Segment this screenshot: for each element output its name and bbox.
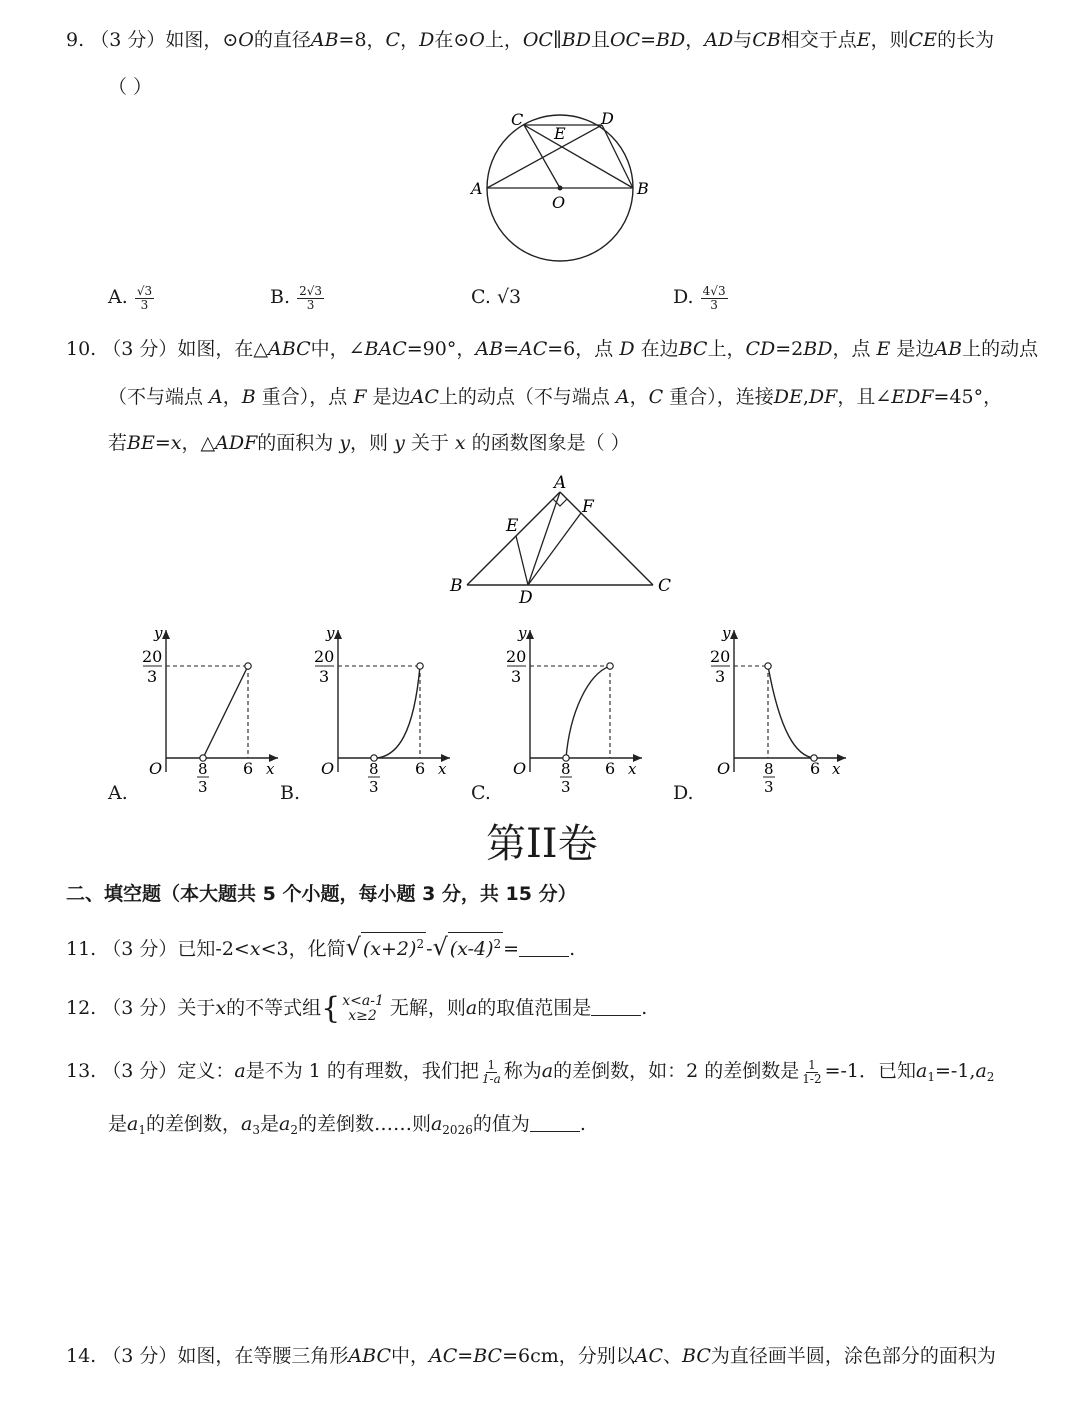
- label-b: B: [450, 576, 463, 596]
- side-ab: [467, 492, 560, 585]
- svg-text:20: 20: [710, 647, 731, 666]
- svg-text:O: O: [321, 759, 335, 778]
- score: （3 分）: [90, 29, 166, 51]
- line-ad: [487, 125, 602, 188]
- question-number: 9.: [66, 29, 85, 51]
- label-a: A: [471, 179, 483, 198]
- q10-line1: 10. （3 分）如图，在△ABC中，∠BAC=90°，AB=AC=6，点 D 在边BC上，CD=2BD，点 E 是边AB上的动点: [66, 338, 1039, 360]
- q9-circle-figure: [460, 105, 660, 265]
- q10-line2: （不与端点 A，B 重合），点 F 是边AC上的动点（不与端点 A，C 重合），连接DE,DF，且∠EDF=45°，: [108, 386, 1003, 408]
- score: （3 分）: [102, 938, 178, 960]
- label-e: E: [554, 124, 566, 143]
- section-heading: 二、填空题（本大题共 5 个小题，每小题 3 分，共 15 分）: [66, 883, 577, 905]
- q9-option-d[interactable]: D. $\frac{4√3}{3}$: [673, 283, 726, 312]
- svg-text:3: 3: [319, 667, 330, 686]
- svg-text:8: 8: [561, 760, 571, 778]
- q10-graph-d: [704, 622, 854, 802]
- svg-text:x: x: [266, 760, 275, 778]
- svg-text:6: 6: [415, 759, 426, 778]
- curve: [203, 666, 248, 758]
- q10-line3: 若BE=x，△ADF的面积为 y，则 y 关于 x 的函数图象是（ ）: [108, 432, 630, 454]
- svg-text:3: 3: [715, 667, 726, 686]
- q10-triangle-figure: [440, 470, 680, 610]
- seg-df: [528, 513, 581, 585]
- curve: [566, 666, 610, 758]
- q9-option-a[interactable]: A. $\frac{√3}{3}$: [108, 283, 153, 312]
- label-c: C: [511, 110, 524, 129]
- label-o: O: [552, 193, 566, 212]
- svg-text:3: 3: [369, 778, 379, 796]
- score: （3 分）: [102, 997, 178, 1019]
- question-number: 11.: [66, 938, 97, 960]
- score: （3 分）: [102, 1060, 178, 1082]
- line-cb: [524, 125, 633, 188]
- answer-blank[interactable]: [519, 938, 569, 957]
- question-number: 13.: [66, 1060, 97, 1082]
- q10-option-c[interactable]: C.: [471, 782, 491, 804]
- svg-text:x: x: [438, 760, 447, 778]
- question-number: 12.: [66, 997, 97, 1019]
- answer-blank[interactable]: [530, 1113, 580, 1132]
- q10-graph-c: [500, 622, 650, 802]
- svg-text:y: y: [326, 624, 335, 642]
- svg-text:y: y: [154, 624, 163, 642]
- svg-text:x: x: [832, 760, 841, 778]
- svg-text:6: 6: [810, 759, 821, 778]
- center-dot: [558, 186, 563, 191]
- q10-graph-a: [136, 622, 286, 802]
- svg-text:20: 20: [142, 647, 163, 666]
- svg-text:y: y: [518, 624, 527, 642]
- svg-text:O: O: [513, 759, 527, 778]
- side-ac: [560, 492, 653, 585]
- svg-text:3: 3: [561, 778, 571, 796]
- svg-text:x: x: [628, 760, 637, 778]
- svg-text:y: y: [722, 624, 731, 642]
- q10-graph-b: [308, 622, 458, 802]
- q10-option-b[interactable]: B.: [280, 782, 301, 804]
- curve: [768, 666, 814, 758]
- curve: [374, 666, 420, 758]
- q10-option-a[interactable]: A.: [108, 782, 128, 804]
- svg-text:6: 6: [605, 759, 616, 778]
- seg-ad: [528, 492, 560, 585]
- svg-text:O: O: [717, 759, 731, 778]
- section-title: 第II卷: [486, 821, 598, 867]
- q11: 11. （3 分）已知-2<x<3，化简√ $(x+2)^2$ -√ $(x-4)^2$ = .: [66, 933, 576, 961]
- svg-text:3: 3: [511, 667, 522, 686]
- seg-de: [516, 536, 528, 585]
- q13-line2: 是$a_1$的差倒数，$a_3$是$a_2$的差倒数……则$a_{2026}$的值为 .: [108, 1113, 586, 1137]
- q12: 12. （3 分）关于x的不等式组 { x<a-1 x≥2 无解，则a的取值范围是 .: [66, 991, 648, 1026]
- label-c: C: [658, 576, 672, 596]
- q14: 14. （3 分）如图，在等腰三角形ABC中，AC=BC=6cm，分别以AC、BC为直径画半圆，涂色部分的面积为: [66, 1345, 996, 1367]
- q9-option-c[interactable]: C. √3: [471, 286, 522, 308]
- question-number: 10.: [66, 338, 97, 360]
- answer-blank[interactable]: [591, 997, 641, 1016]
- label-f: F: [582, 497, 594, 517]
- svg-text:8: 8: [369, 760, 379, 778]
- label-d: D: [519, 588, 533, 608]
- svg-text:20: 20: [314, 647, 335, 666]
- svg-text:8: 8: [764, 760, 774, 778]
- q9-option-b[interactable]: B. $\frac{2√3}{3}$: [270, 283, 322, 312]
- score: （3 分）: [102, 1345, 178, 1367]
- svg-text:3: 3: [147, 667, 158, 686]
- label-a: A: [554, 473, 567, 493]
- svg-text:3: 3: [198, 778, 208, 796]
- label-e: E: [506, 516, 519, 536]
- q13-line1: 13. （3 分）定义：a是不为 1 的有理数，我们把 $\frac{1}{1-a}$ 称为a的差倒数，如：2 的差倒数是 $\frac{1}{1-2}$ =-1．已知$a_1=-1,a_2$: [66, 1057, 995, 1086]
- svg-text:3: 3: [764, 778, 774, 796]
- svg-text:6: 6: [243, 759, 254, 778]
- label-d: D: [601, 109, 614, 128]
- svg-text:20: 20: [506, 647, 527, 666]
- question-number: 14.: [66, 1345, 97, 1367]
- score: （3 分）: [102, 338, 178, 360]
- answer-paren: （ ）: [108, 76, 153, 98]
- svg-text:8: 8: [198, 760, 208, 778]
- q9-stem: 9. （3 分）如图，⊙O的直径AB=8，C，D在⊙O上，OC∥BD且OC=BD，AD与CB相交于点E，则CE的长为: [66, 29, 995, 51]
- q10-option-d[interactable]: D.: [673, 782, 694, 804]
- label-b: B: [637, 179, 649, 198]
- svg-text:O: O: [149, 759, 163, 778]
